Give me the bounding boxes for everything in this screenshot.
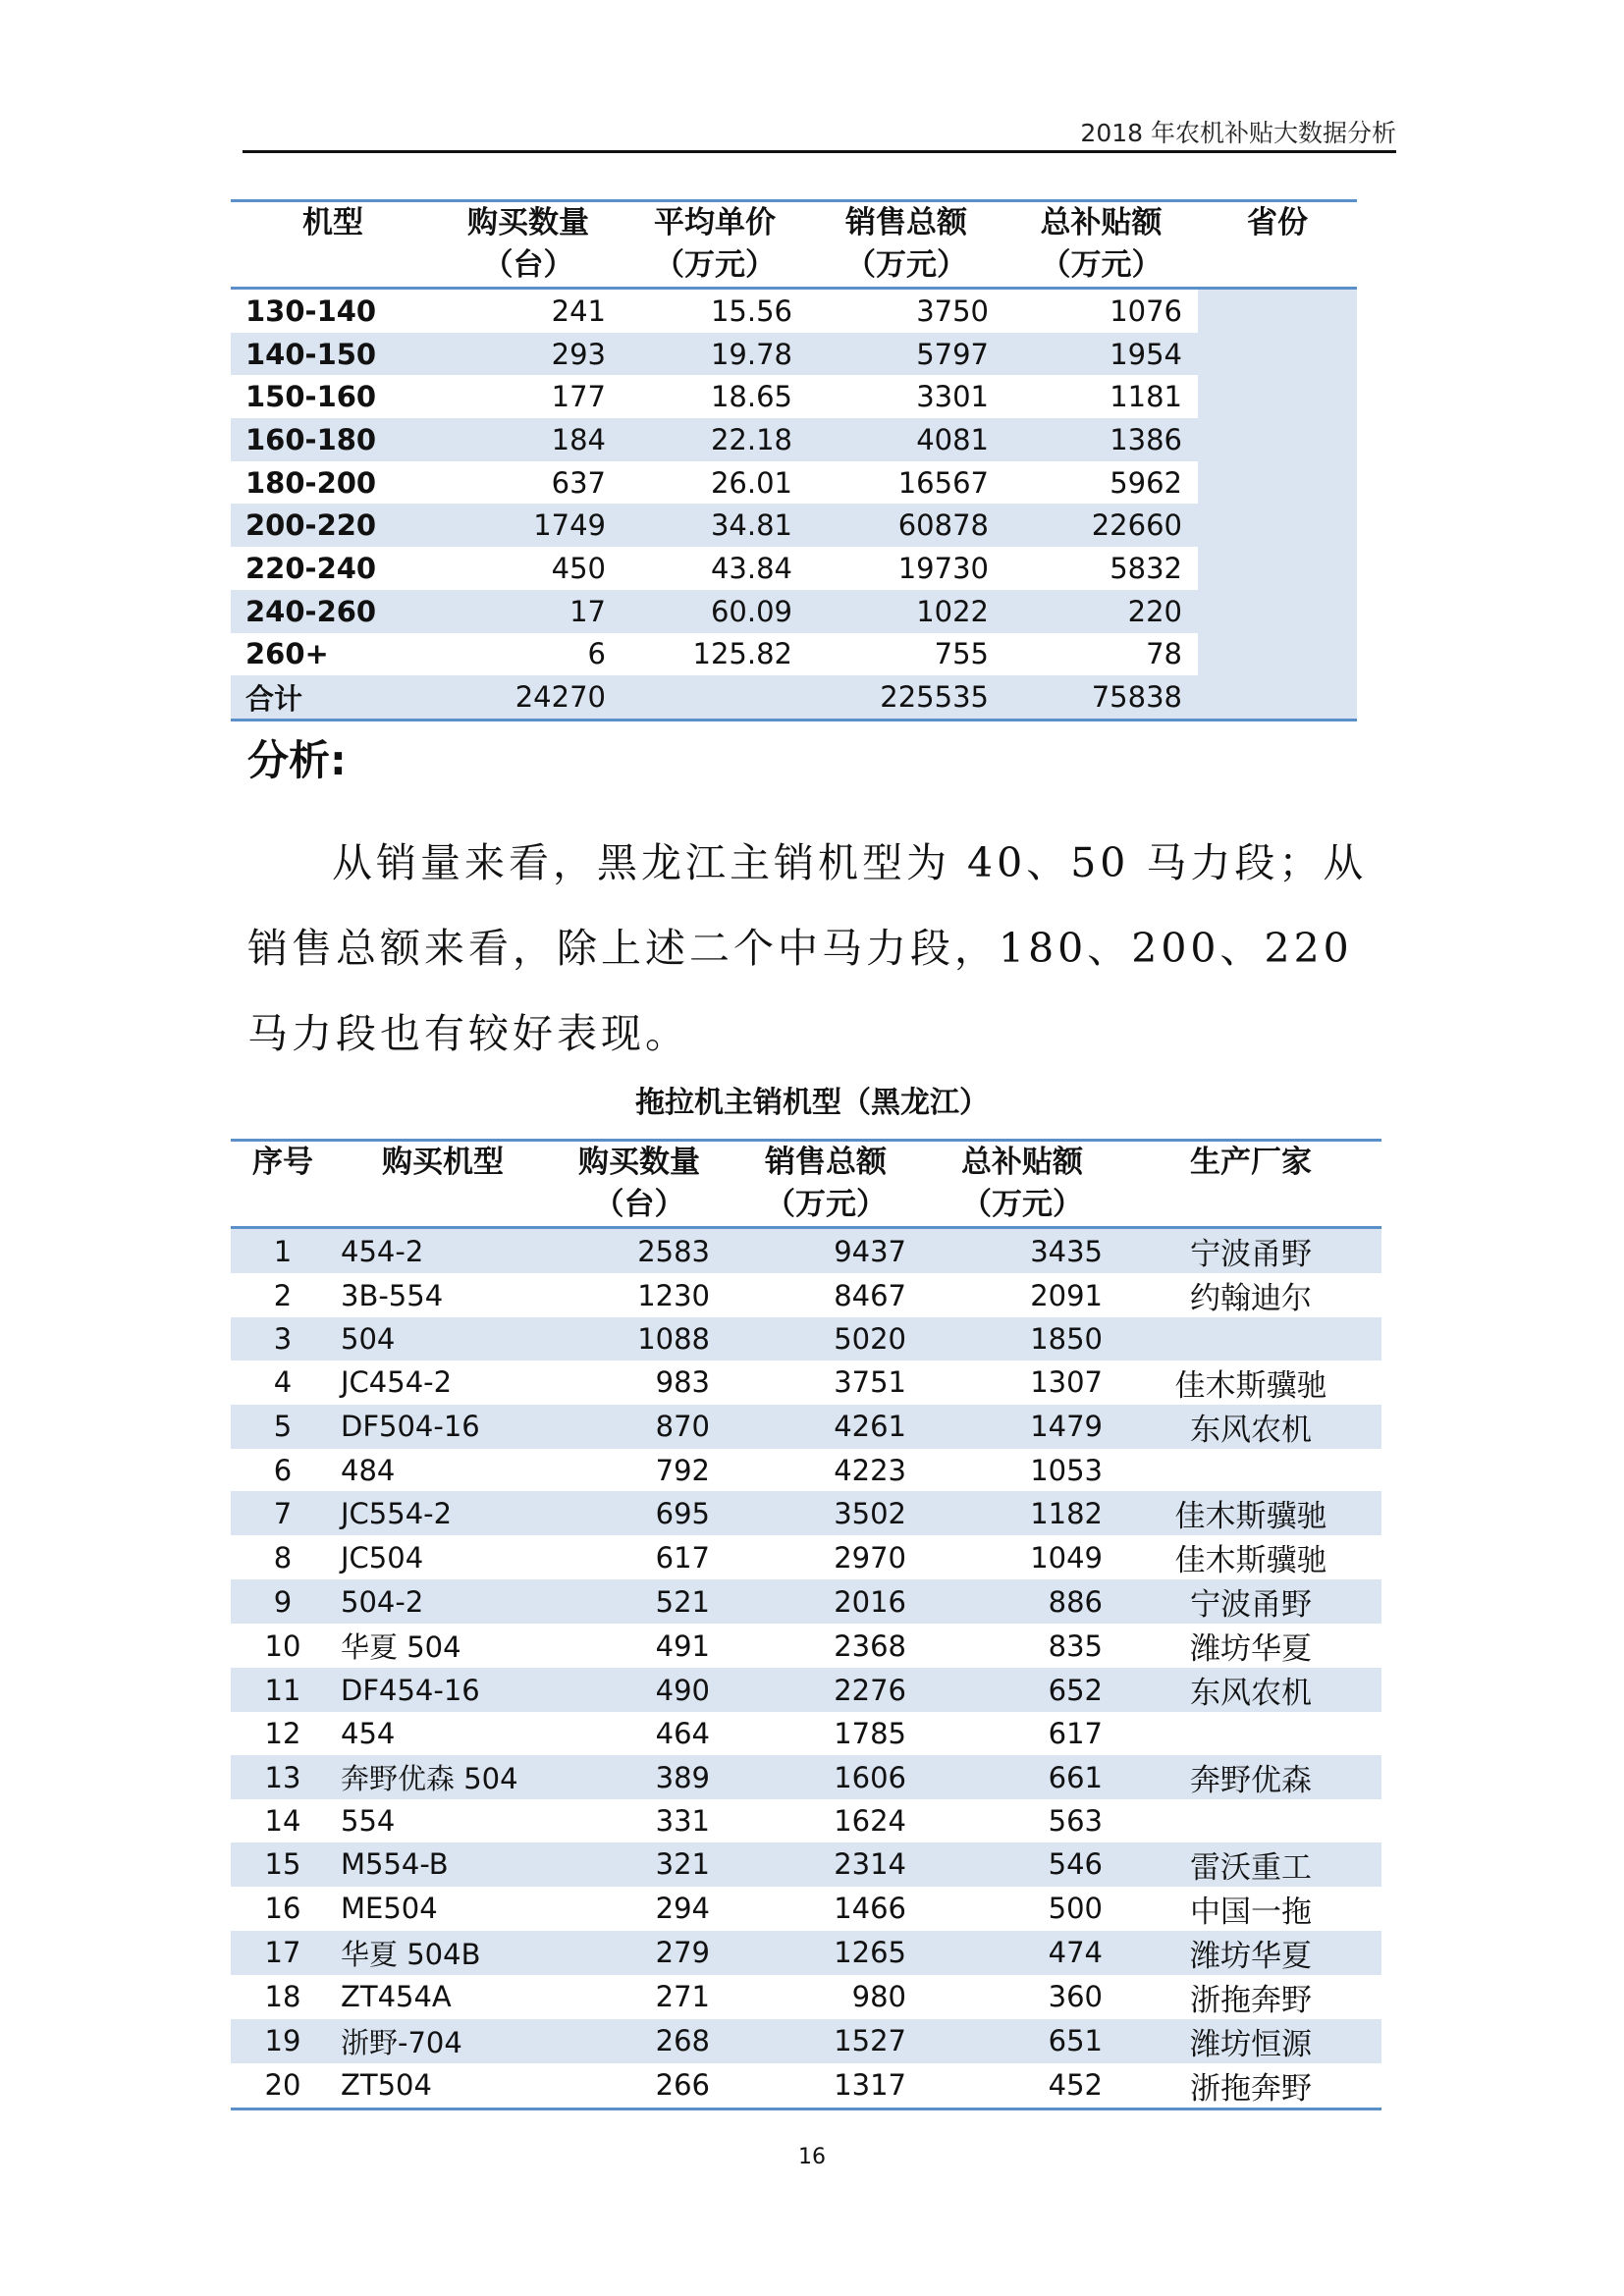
subsidy-cell: 3435 (924, 1228, 1120, 1274)
sales-cell: 2276 (728, 1668, 924, 1712)
subsidy-cell: 546 (924, 1842, 1120, 1887)
table-header-row (231, 1184, 1381, 1228)
subsidy-cell: 617 (1048, 1717, 1103, 1751)
model-cell: 150-160 (245, 380, 377, 414)
manufacturer-cell (1120, 1712, 1381, 1755)
model-cell: JC504 (341, 1540, 424, 1575)
model-cell: ZT504 (341, 2068, 432, 2103)
quantity-cell: 389 (551, 1755, 728, 1799)
value-cell: 1181 (1110, 380, 1182, 414)
manufacturer-cell: 佳木斯骥驰 (1174, 1367, 1327, 1404)
model-cell: ZT454A (341, 1980, 452, 2014)
subsidy-cell: 2091 (1030, 1278, 1103, 1312)
subsidy-cell: 474 (924, 1931, 1120, 1975)
table-row (231, 504, 1357, 547)
subsidy-cell: 835 (1048, 1629, 1103, 1663)
subsidy-cell: 652 (924, 1668, 1120, 1712)
sales-cell: 3751 (834, 1365, 906, 1400)
sales-cell: 4261 (728, 1405, 924, 1449)
sales-cell: 1624 (834, 1803, 906, 1838)
column-header: 总补贴额 (1040, 205, 1163, 240)
value-cell: 4081 (808, 418, 1004, 461)
model-cell: 240-260 (231, 590, 435, 633)
table-row (231, 1579, 1381, 1624)
quantity-cell: 695 (551, 1491, 728, 1535)
index-cell: 16 (264, 1892, 301, 1926)
quantity-cell: 870 (551, 1405, 728, 1449)
sales-cell: 1606 (728, 1755, 924, 1799)
quantity-cell: 294 (655, 1892, 710, 1926)
model-cell: 554 (341, 1803, 396, 1838)
model-cell: 华夏 504 (341, 1630, 461, 1665)
quantity-cell: 271 (655, 1980, 710, 2014)
sales-cell: 8467 (834, 1278, 906, 1312)
index-cell: 14 (264, 1803, 301, 1838)
quantity-cell: 321 (551, 1842, 728, 1887)
value-cell (622, 675, 808, 720)
index-cell: 12 (264, 1717, 301, 1751)
table-row (231, 1491, 1381, 1535)
value-cell: 3301 (916, 380, 989, 414)
top-models-table (231, 1139, 1381, 2110)
model-cell: M554-B (335, 1842, 551, 1887)
table-header-row (231, 1141, 1381, 1185)
index-cell: 11 (231, 1668, 335, 1712)
manufacturer-cell: 潍坊华夏 (1190, 1631, 1312, 1668)
model-cell: 合计 (231, 675, 435, 720)
manufacturer-cell: 约翰迪尔 (1190, 1281, 1312, 1316)
table-row (231, 1975, 1381, 2019)
table-row (231, 1449, 1381, 1492)
table-row (231, 289, 1357, 333)
table-row (231, 1931, 1381, 1975)
quantity-cell: 266 (655, 2068, 710, 2103)
subsidy-cell: 1479 (924, 1405, 1120, 1449)
value-cell: 184 (435, 418, 622, 461)
manufacturer-cell: 佳木斯骥驰 (1120, 1491, 1381, 1535)
table-row (231, 1755, 1381, 1799)
value-cell: 60878 (808, 504, 1004, 547)
table-row (231, 1712, 1381, 1755)
table-row (231, 1887, 1381, 1931)
value-cell: 1076 (1110, 294, 1182, 328)
subsidy-cell: 563 (1048, 1803, 1103, 1838)
quantity-cell: 490 (551, 1668, 728, 1712)
table-row (231, 1361, 1381, 1405)
running-header: 2018 年农机补贴大数据分析 (1080, 119, 1396, 147)
subsidy-cell: 1307 (1030, 1365, 1103, 1400)
value-cell: 225535 (808, 675, 1004, 720)
table-row (231, 2063, 1381, 2109)
table-title: 拖拉机主销机型（黑龙江） (635, 1086, 989, 1120)
quantity-cell: 521 (551, 1579, 728, 1624)
value-cell: 22.18 (622, 418, 808, 461)
analysis-text: 从销量来看，黑龙江主销机型为 40、50 马力段；从销售总额来看，除上述二个中马力段，180、200、220 马力段也有较好表现。 (247, 839, 1368, 1057)
index-cell: 4 (273, 1365, 293, 1400)
column-header-unit: （万元） (1004, 244, 1198, 289)
value-cell: 5962 (1110, 465, 1182, 500)
table-row (231, 1842, 1381, 1887)
table-row (231, 590, 1357, 633)
model-cell: JC454-2 (341, 1365, 453, 1400)
model-cell: 140-150 (231, 333, 435, 376)
value-cell: 17 (435, 590, 622, 633)
sales-cell: 2314 (728, 1842, 924, 1887)
model-cell: 504-2 (335, 1579, 551, 1624)
subsidy-cell: 500 (1048, 1892, 1103, 1926)
manufacturer-cell: 佳木斯骥驰 (1174, 1543, 1327, 1579)
table-row (231, 375, 1357, 418)
value-cell: 293 (435, 333, 622, 376)
table-row (231, 1799, 1381, 1842)
column-header: 购买机型 (382, 1145, 504, 1180)
quantity-cell: 331 (655, 1803, 710, 1838)
value-cell: 755 (934, 637, 989, 671)
province-cell (1198, 289, 1357, 721)
value-cell: 15.56 (710, 294, 792, 328)
column-header-unit: （万元） (622, 244, 808, 289)
model-cell: 奔野优森 504 (335, 1755, 551, 1799)
manufacturer-cell (1120, 1317, 1381, 1361)
subsidy-cell: 1049 (1030, 1540, 1103, 1575)
subsidy-cell: 661 (924, 1755, 1120, 1799)
value-cell: 43.84 (710, 551, 792, 585)
subsidy-cell: 886 (924, 1579, 1120, 1624)
column-header: 机型 (302, 205, 363, 240)
column-header: 生产厂家 (1190, 1145, 1312, 1180)
sales-cell: 1466 (834, 1892, 906, 1926)
index-cell: 8 (273, 1540, 293, 1575)
table-row (231, 1317, 1381, 1361)
header-rule (243, 150, 1396, 153)
table-row (231, 1405, 1381, 1449)
model-cell: JC554-2 (335, 1491, 551, 1535)
manufacturer-cell (1120, 1799, 1381, 1842)
index-cell: 19 (231, 2019, 335, 2063)
table-row (231, 633, 1357, 676)
model-cell: 华夏 504B (335, 1931, 551, 1975)
column-header: 销售总额 (765, 1145, 887, 1180)
value-cell: 220 (1004, 590, 1198, 633)
index-cell: 3 (231, 1317, 335, 1361)
model-cell: 504 (335, 1317, 551, 1361)
quantity-cell: 983 (655, 1365, 710, 1400)
value-cell: 125.82 (692, 637, 792, 671)
subsidy-cell: 1053 (1030, 1453, 1103, 1487)
sales-cell: 2016 (728, 1579, 924, 1624)
manufacturer-cell: 宁波甬野 (1120, 1228, 1381, 1274)
table-row (231, 1228, 1381, 1274)
quantity-cell: 1230 (637, 1278, 710, 1312)
manufacturer-cell: 中国一拖 (1190, 1894, 1312, 1930)
index-cell: 1 (231, 1228, 335, 1274)
index-cell: 17 (231, 1931, 335, 1975)
value-cell: 1386 (1004, 418, 1198, 461)
quantity-cell: 279 (551, 1931, 728, 1975)
value-cell: 3750 (916, 294, 989, 328)
quantity-cell: 792 (655, 1453, 710, 1487)
value-cell: 177 (551, 380, 606, 414)
column-header-unit: （万元） (924, 1184, 1120, 1228)
model-cell: 130-140 (245, 294, 377, 328)
column-header: 购买数量 (578, 1145, 700, 1180)
column-header-unit (1198, 244, 1357, 289)
column-header-unit (1120, 1184, 1381, 1228)
value-cell: 26.01 (710, 465, 792, 500)
value-cell: 60.09 (622, 590, 808, 633)
index-cell: 6 (273, 1453, 293, 1487)
column-header: 平均单价 (654, 205, 776, 240)
table-header-row (231, 244, 1357, 289)
sales-cell: 1527 (728, 2019, 924, 2063)
manufacturer-cell: 浙拖奔野 (1190, 1982, 1312, 2018)
manufacturer-cell: 雷沃重工 (1120, 1842, 1381, 1887)
value-cell: 19.78 (622, 333, 808, 376)
sales-cell: 2368 (834, 1629, 906, 1663)
index-cell: 20 (264, 2068, 301, 2103)
model-cell: 3B-554 (341, 1278, 444, 1312)
value-cell: 450 (551, 551, 606, 585)
manufacturer-cell: 奔野优森 (1120, 1755, 1381, 1799)
sales-cell: 9437 (728, 1228, 924, 1274)
index-cell: 7 (231, 1491, 335, 1535)
sales-cell: 3502 (728, 1491, 924, 1535)
index-cell: 9 (231, 1579, 335, 1624)
manufacturer-cell (1120, 1449, 1381, 1492)
horsepower-table (231, 199, 1357, 721)
manufacturer-cell: 宁波甬野 (1120, 1579, 1381, 1624)
sales-cell: 5020 (728, 1317, 924, 1361)
index-cell: 15 (231, 1842, 335, 1887)
model-cell: 454 (341, 1717, 396, 1751)
index-cell: 13 (231, 1755, 335, 1799)
index-cell: 2 (273, 1278, 293, 1312)
column-header-unit: （台） (435, 244, 622, 289)
value-cell: 5832 (1110, 551, 1182, 585)
value-cell: 241 (551, 294, 606, 328)
model-cell: 浙野-704 (335, 2019, 551, 2063)
model-cell: 160-180 (231, 418, 435, 461)
table-row (231, 2019, 1381, 2063)
table-row (231, 1624, 1381, 1668)
sales-cell: 1265 (728, 1931, 924, 1975)
model-cell: 484 (341, 1453, 396, 1487)
value-cell: 16567 (897, 465, 989, 500)
table-row (231, 333, 1357, 376)
value-cell: 78 (1146, 637, 1182, 671)
quantity-cell: 464 (655, 1717, 710, 1751)
column-header: 购买数量 (467, 205, 589, 240)
analysis-paragraph (247, 821, 1386, 1077)
value-cell: 75838 (1004, 675, 1198, 720)
model-cell: 454-2 (335, 1228, 551, 1274)
column-header: 销售总额 (845, 205, 967, 240)
value-cell: 5797 (808, 333, 1004, 376)
value-cell: 24270 (435, 675, 622, 720)
analysis-heading: 分析: (247, 736, 347, 784)
quantity-cell: 268 (551, 2019, 728, 2063)
value-cell: 1749 (435, 504, 622, 547)
quantity-cell: 1088 (551, 1317, 728, 1361)
table-row (231, 461, 1357, 505)
column-header-unit: （万元） (728, 1184, 924, 1228)
model-cell: DF504-16 (335, 1405, 551, 1449)
quantity-cell: 2583 (551, 1228, 728, 1274)
manufacturer-cell: 潍坊华夏 (1120, 1931, 1381, 1975)
value-cell: 22660 (1004, 504, 1198, 547)
manufacturer-cell: 东风农机 (1120, 1668, 1381, 1712)
sales-cell: 980 (851, 1980, 906, 2014)
value-cell: 1022 (808, 590, 1004, 633)
column-header: 省份 (1247, 205, 1308, 240)
model-cell: 180-200 (245, 465, 377, 500)
value-cell: 637 (551, 465, 606, 500)
model-cell: 200-220 (231, 504, 435, 547)
value-cell: 18.65 (710, 380, 792, 414)
subsidy-cell: 651 (924, 2019, 1120, 2063)
value-cell: 1954 (1004, 333, 1198, 376)
page-number: 16 (798, 2145, 826, 2169)
column-header-unit (335, 1184, 551, 1228)
column-header: 序号 (252, 1145, 313, 1180)
manufacturer-cell: 潍坊恒源 (1120, 2019, 1381, 2063)
column-header-unit (231, 244, 435, 289)
value-cell: 6 (587, 637, 606, 671)
model-cell: ME504 (341, 1892, 438, 1926)
column-header-unit: （台） (551, 1184, 728, 1228)
table-row (231, 1535, 1381, 1579)
table-row (231, 1668, 1381, 1712)
model-cell: DF454-16 (335, 1668, 551, 1712)
column-header-unit (231, 1184, 335, 1228)
table-row (231, 675, 1357, 720)
quantity-cell: 617 (655, 1540, 710, 1575)
value-cell: 19730 (897, 551, 989, 585)
column-header-unit: （万元） (808, 244, 1004, 289)
sales-cell: 4223 (834, 1453, 906, 1487)
column-header: 总补贴额 (961, 1145, 1083, 1180)
sales-cell: 1785 (834, 1717, 906, 1751)
sales-cell: 2970 (834, 1540, 906, 1575)
model-cell: 220-240 (245, 551, 377, 585)
manufacturer-cell: 浙拖奔野 (1190, 2070, 1312, 2107)
subsidy-cell: 1850 (924, 1317, 1120, 1361)
sales-cell: 1317 (834, 2068, 906, 2103)
table-row (231, 1273, 1381, 1317)
index-cell: 5 (231, 1405, 335, 1449)
subsidy-cell: 360 (1048, 1980, 1103, 2014)
quantity-cell: 491 (655, 1629, 710, 1663)
index-cell: 18 (264, 1980, 301, 2014)
index-cell: 10 (264, 1629, 301, 1663)
value-cell: 34.81 (622, 504, 808, 547)
table-row (231, 547, 1357, 590)
manufacturer-cell: 东风农机 (1120, 1405, 1381, 1449)
table-header-row (231, 201, 1357, 245)
subsidy-cell: 1182 (924, 1491, 1120, 1535)
table-row (231, 418, 1357, 461)
model-cell: 260+ (245, 637, 329, 671)
subsidy-cell: 452 (1048, 2068, 1103, 2103)
